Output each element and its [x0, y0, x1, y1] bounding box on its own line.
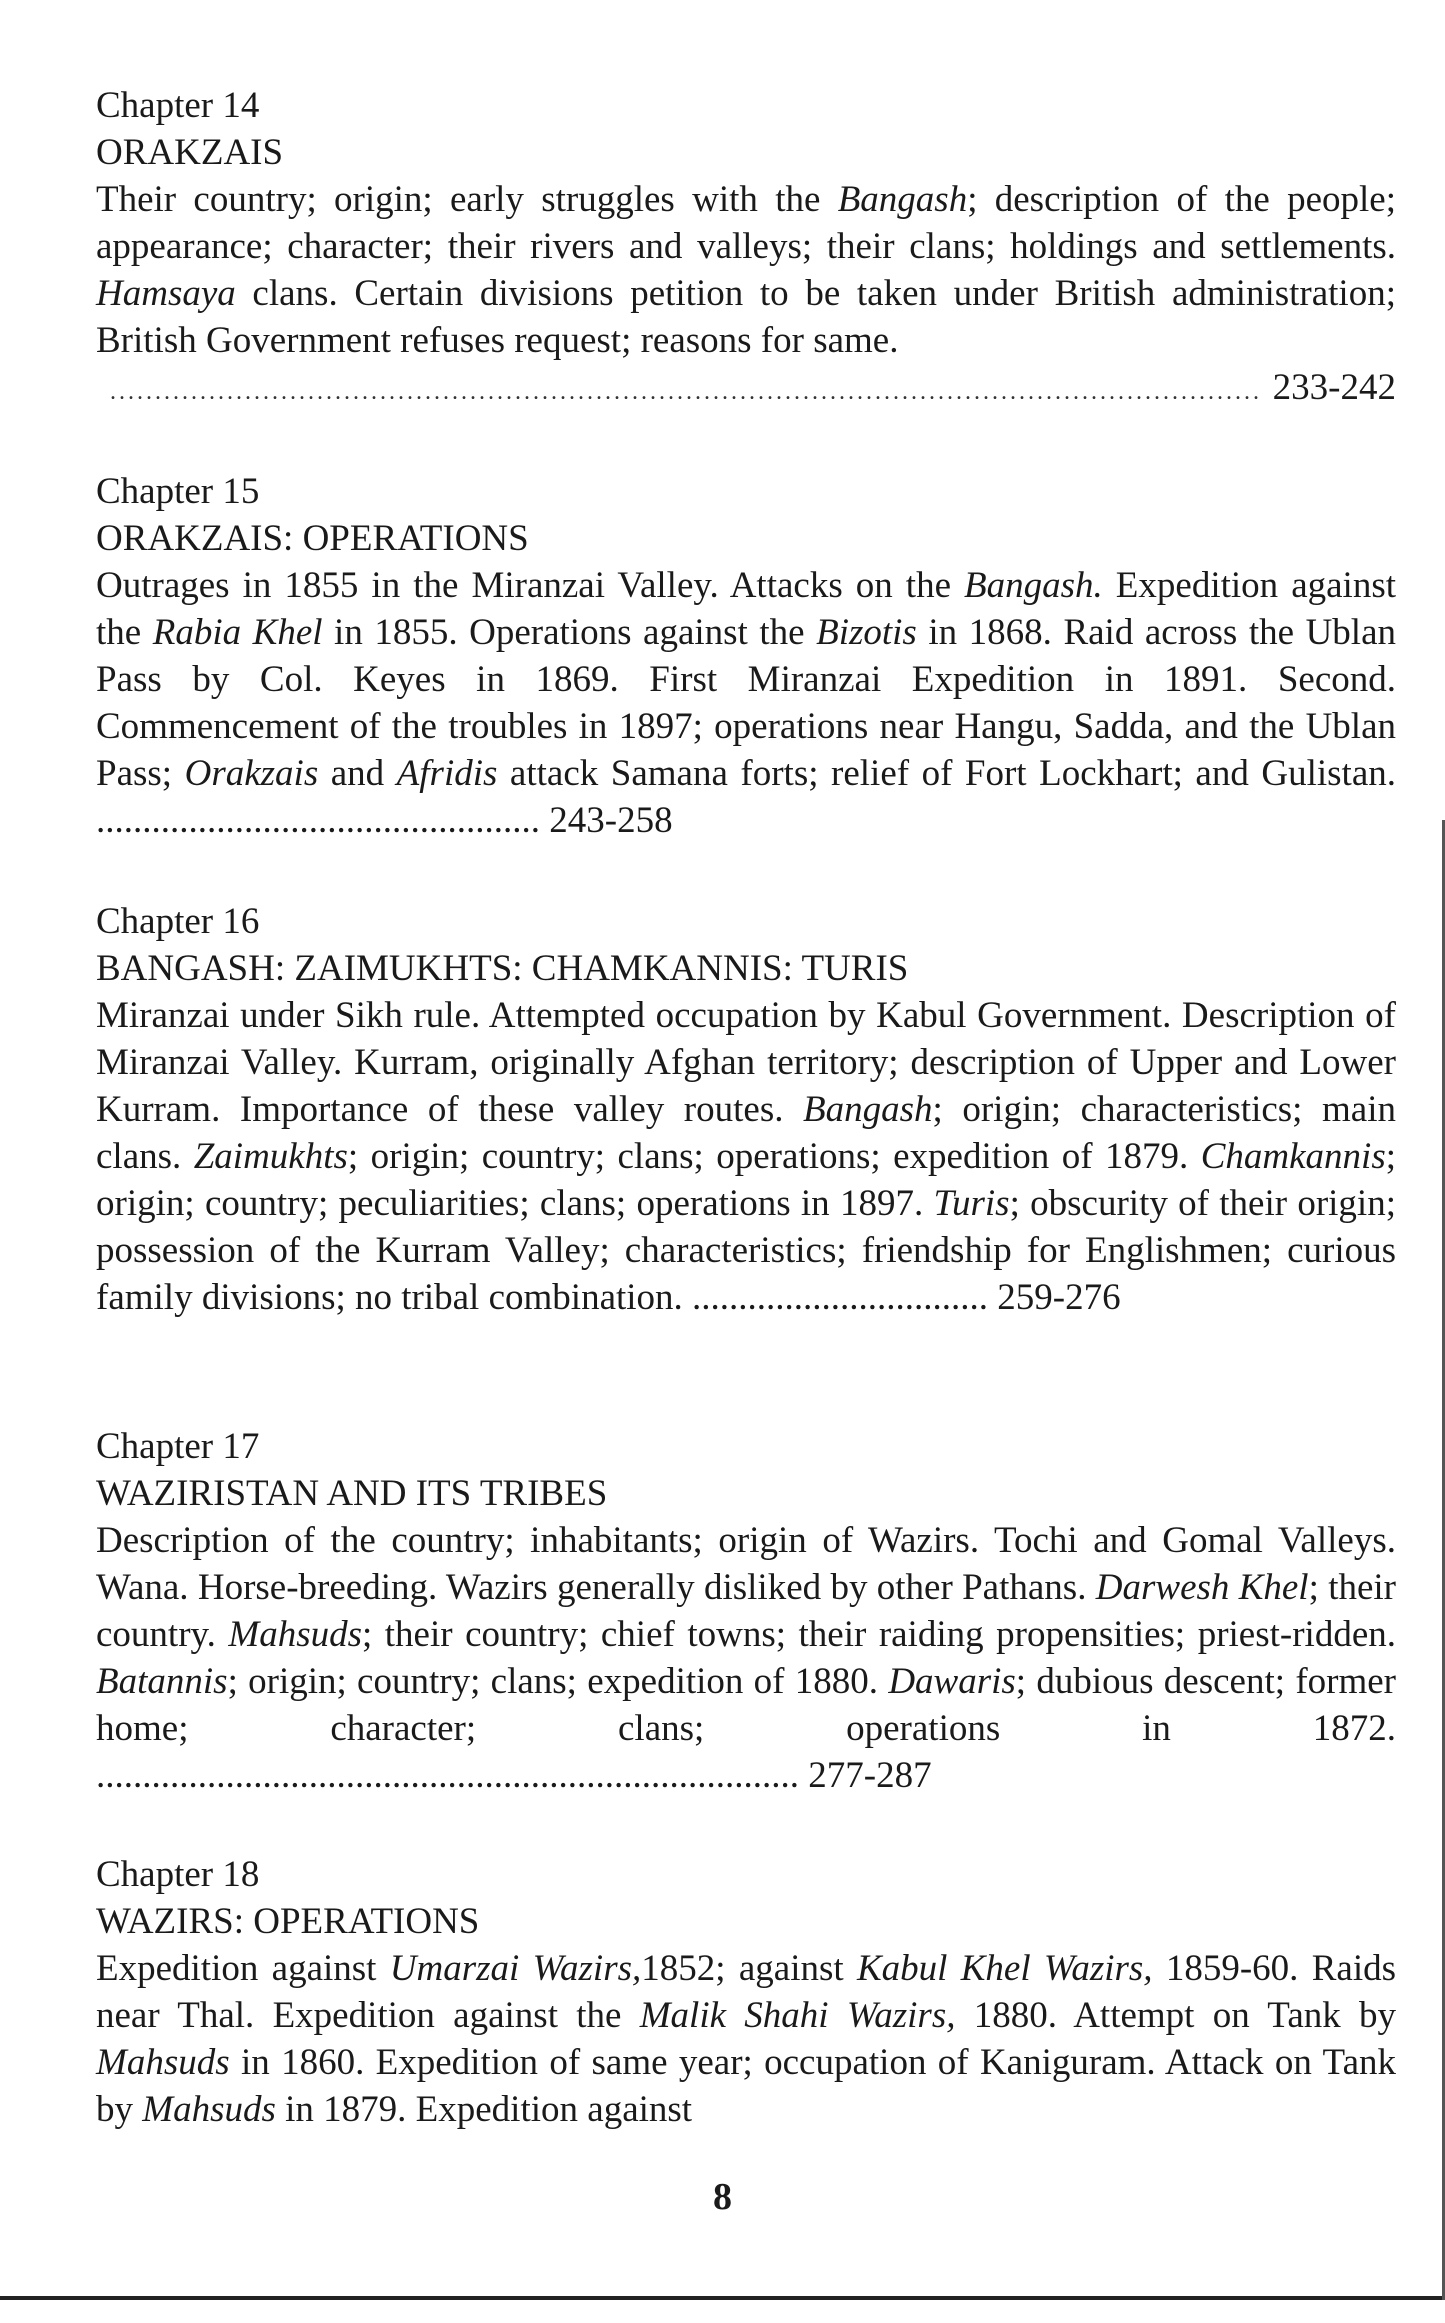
page-range-line: [96, 364, 1396, 416]
chapter-number: Chapter 15: [96, 471, 260, 512]
page-range: 243-258: [549, 800, 673, 841]
chapter-title: WAZIRISTAN AND ITS TRIBES: [96, 1473, 608, 1514]
chapter-number: Chapter 17: [96, 1426, 260, 1467]
dot-leader: ................................: [682, 1277, 998, 1318]
chapter-16-entry: [96, 898, 1396, 1321]
chapter-title: BANGASH: ZAIMUKHTS: CHAMKANNIS: TURIS: [96, 948, 909, 989]
chapter-17-entry: [96, 1423, 1396, 1799]
page-range: 233-242: [1272, 367, 1396, 408]
chapter-description: Description of the country; inhabitants; origin of Wazirs. Tochi and Gomal Valleys. Wana. Horse-breeding. Wazirs generally disliked by other Pathans. Darwesh Khel; their country. Mahsuds; their country; chief towns; their raiding propensities; priest-ridden. Batannis; origin; country; clans; expedition of 1880. Dawaris; dubious descent; former home; character; clans; operations in 1872. ............................................................................ 277-287: [96, 1520, 1396, 1796]
dot-leader: ............................................................................: [96, 1755, 809, 1796]
chapter-number: Chapter 18: [96, 1854, 260, 1895]
chapter-title: WAZIRS: OPERATIONS: [96, 1901, 480, 1942]
page-range: 259-276: [997, 1277, 1121, 1318]
chapter-title: ORAKZAIS: OPERATIONS: [96, 518, 529, 559]
chapter-15-entry: [96, 468, 1396, 844]
dot-leader: ................................................: [96, 800, 550, 841]
chapter-description: Expedition against Umarzai Wazirs,1852; against Kabul Khel Wazirs, 1859-60. Raids near Thal. Expedition against the Malik Shahi Wazirs, 1880. Attempt on Tank by Mahsuds in 1860. Expedition of same year; occupation of Kaniguram. Attack on Tank by Mahsuds in 1879. Expedition against: [96, 1948, 1396, 2130]
bottom-rule: [0, 2296, 1445, 2300]
page-range: 277-287: [808, 1755, 932, 1796]
chapter-14-entry: [96, 82, 1396, 416]
chapter-18-entry: [96, 1851, 1396, 2133]
chapter-number: Chapter 16: [96, 901, 260, 942]
chapter-description: Their country; origin; early struggles with the Bangash; description of the people; appearance; character; their rivers and valleys; their clans; holdings and settlements. Hamsaya clans. Certain divisions petition to be taken under British administration; British Government refuses request; reasons for same.: [96, 179, 1396, 361]
chapter-description: Outrages in 1855 in the Miranzai Valley. Attacks on the Bangash. Expedition against the Rabia Khel in 1855. Operations against the Bizotis in 1868. Raid across the Ublan Pass by Col. Keyes in 1869. First Miranzai Expedition in 1891. Second. Commencement of the troubles in 1897; operations near Hangu, Sadda, and the Ublan Pass; Orakzais and Afridis attack Samana forts; relief of Fort Lockhart; and Gulistan. ................................................ 243-258: [96, 565, 1397, 841]
chapter-description: Miranzai under Sikh rule. Attempted occupation by Kabul Government. Description of Miranzai Valley. Kurram, originally Afghan territory; description of Upper and Lower Kurram. Importance of these valley routes. Bangash; origin; characteristics; main clans. Zaimukhts; origin; country; clans; operations; expedition of 1879. Chamkannis; origin; country; peculiarities; clans; operations in 1897. Turis; obscurity of their origin; possession of the Kurram Valley; characteristics; friendship for Englishmen; curious family divisions; no tribal combination. ................................ 259-276: [96, 995, 1396, 1318]
dot-leader: [110, 369, 1259, 416]
chapter-number: Chapter 14: [96, 85, 260, 126]
page-number: 8: [713, 2176, 732, 2218]
chapter-title: ORAKZAIS: [96, 132, 284, 173]
